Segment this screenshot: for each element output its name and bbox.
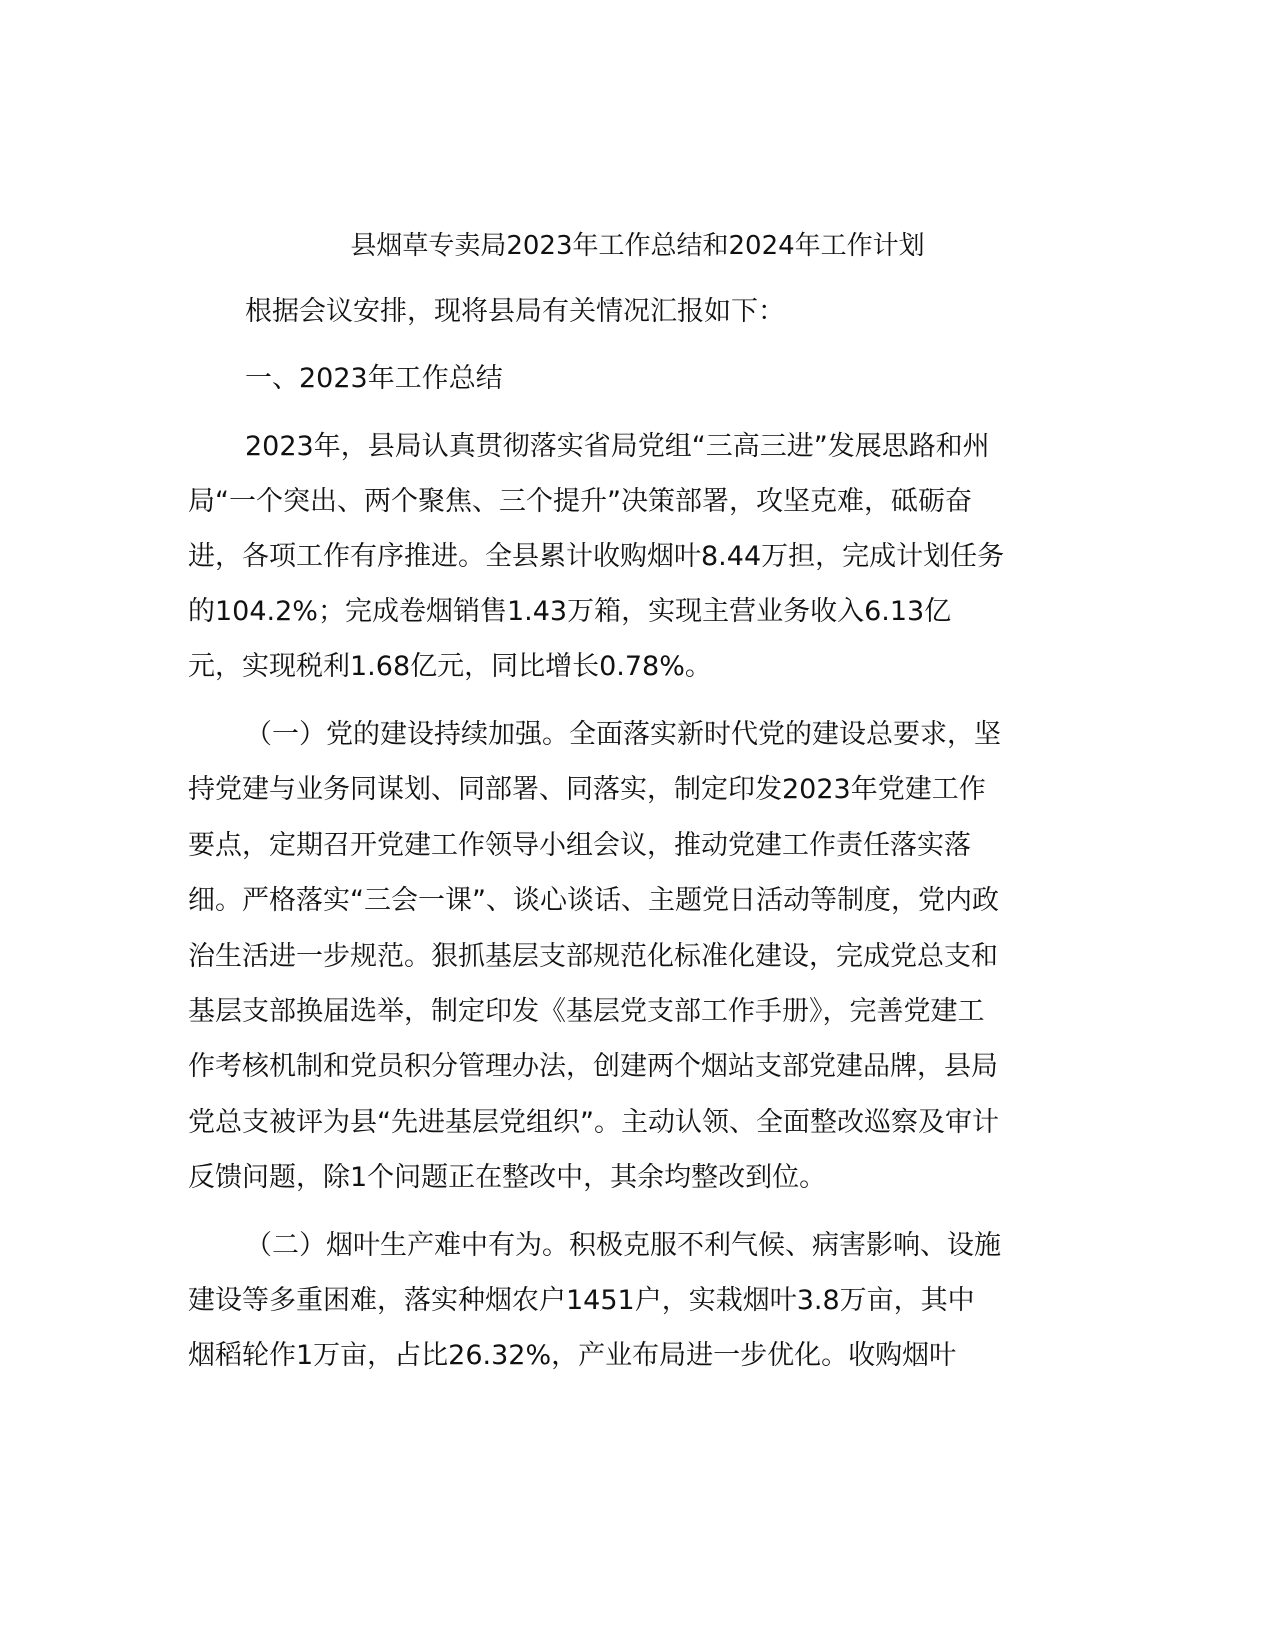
paragraph-line: 党总支被评为县“先进基层党组织”。主动认领、全面整改巡察及审计 xyxy=(188,1107,999,1138)
paragraph-line: 建设等多重困难，落实种烟农户1451户，实栽烟叶3.8万亩，其中 xyxy=(188,1285,975,1316)
paragraph-line: 的104.2%；完成卷烟销售1.43万箱，实现主营业务收入6.13亿 xyxy=(188,596,952,627)
paragraph-line: 进，各项工作有序推进。全县累计收购烟叶8.44万担，完成计划任务 xyxy=(188,541,1005,572)
paragraph-line: 作考核机制和党员积分管理办法，创建两个烟站支部党建品牌，县局 xyxy=(188,1051,998,1082)
document-title: 县烟草专卖局2023年工作总结和2024年工作计划 xyxy=(350,231,925,261)
paragraph-line: 基层支部换届选举，制定印发《基层党支部工作手册》，完善党建工 xyxy=(188,996,985,1027)
paragraph-line: 烟稻轮作1万亩，占比26.32%，产业布局进一步优化。收购烟叶 xyxy=(188,1340,957,1371)
paragraph-line: 反馈问题，除1个问题正在整改中，其余均整改到位。 xyxy=(188,1162,827,1193)
paragraph-line: 元，实现税利1.68亿元，同比增长0.78%。 xyxy=(188,651,712,682)
paragraph-line: 局“一个突出、两个聚焦、三个提升”决策部署，攻坚克难，砥砺奋 xyxy=(188,486,972,517)
paragraph-line: 要点，定期召开党建工作领导小组会议，推动党建工作责任落实落 xyxy=(188,830,971,861)
section-heading: 一、2023年工作总结 xyxy=(245,363,503,394)
paragraph-line: 2023年，县局认真贯彻落实省局党组“三高三进”发展思路和州 xyxy=(245,431,990,462)
paragraph-line: 治生活进一步规范。狠抓基层支部规范化标准化建设，完成党总支和 xyxy=(188,941,998,972)
intro-line: 根据会议安排，现将县局有关情况汇报如下： xyxy=(245,296,785,327)
paragraph-line: （二）烟叶生产难中有为。积极克服不利气候、病害影响、设施 xyxy=(245,1230,1001,1261)
paragraph-line: 细。严格落实“三会一课”、谈心谈话、主题党日活动等制度，党内政 xyxy=(188,885,999,916)
paragraph-line: （一）党的建设持续加强。全面落实新时代党的建设总要求，坚 xyxy=(245,719,1001,750)
paragraph-line: 持党建与业务同谋划、同部署、同落实，制定印发2023年党建工作 xyxy=(188,774,986,805)
